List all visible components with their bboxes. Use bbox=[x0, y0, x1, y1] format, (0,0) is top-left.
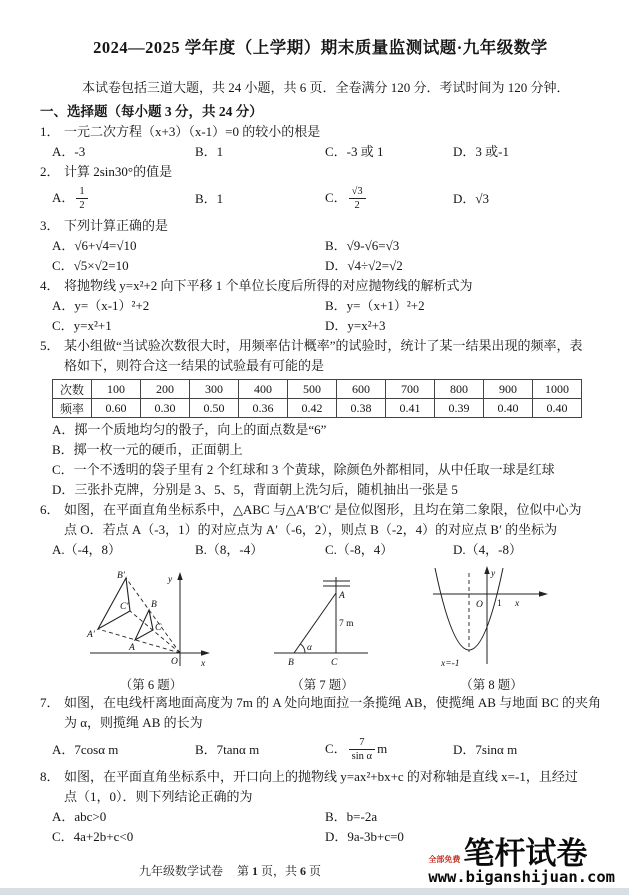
watermark-brand: 笔杆试卷 bbox=[463, 836, 588, 872]
label-c: C bbox=[155, 623, 162, 633]
table-cell: 0.42 bbox=[288, 399, 337, 418]
q6-option-c: C.（-8，4） bbox=[325, 542, 394, 557]
table-cell: 0.36 bbox=[239, 399, 288, 418]
q2-option-c bbox=[325, 186, 453, 212]
question-8-stem-line2: 点（1，0）．则下列结论正确的为 bbox=[64, 789, 253, 804]
figure-q6-caption: （第 6 题） bbox=[119, 678, 183, 692]
label-a-prime: A′ bbox=[87, 630, 95, 640]
table-cell: 0.60 bbox=[92, 399, 141, 418]
pole-wire-figure bbox=[270, 569, 375, 669]
question-5-number: 5． bbox=[40, 338, 60, 353]
question-6-text-line1: 如图，在平面直角坐标系中，△ABC 与△A′B′C′ 是位似图形，且均在第二象限，位似中心为 bbox=[64, 502, 582, 517]
q5-option-b: B．掷一枚一元的硬币，正面朝上 bbox=[52, 442, 243, 457]
frequency-table-row-counts bbox=[53, 380, 582, 399]
table-cell: 0.30 bbox=[141, 399, 190, 418]
figure-q8 bbox=[429, 564, 554, 693]
question-1-options bbox=[52, 142, 601, 162]
exam-intro: 本试卷包括三道大题，共 24 小题，共 6 页．全卷满分 120 分．考试时间为 120 分钟． bbox=[82, 80, 570, 95]
table-cell: 0.41 bbox=[386, 399, 435, 418]
question-5-text-line1: 某小组做“当试验次数很大时，用频率估计概率”的试验时，统计了某一结果出现的频率，表 bbox=[64, 338, 583, 353]
question-4-text: 将抛物线 y=x²+2 向下平移 1 个单位长度后所得的对应抛物线的解析式为 bbox=[64, 278, 473, 293]
table-cell: 700 bbox=[386, 380, 435, 399]
label-b: B bbox=[151, 600, 157, 610]
fraction-numerator: √3 bbox=[351, 185, 363, 197]
label-axis-of-symmetry: x=-1 bbox=[441, 659, 460, 669]
question-2-stem bbox=[40, 162, 601, 182]
question-2-options bbox=[52, 182, 601, 216]
question-2-text: 计算 2sin30°的值是 bbox=[64, 164, 173, 179]
label-a: A bbox=[339, 591, 345, 601]
question-3 bbox=[40, 216, 601, 276]
question-6-stem-line1 bbox=[40, 500, 601, 520]
question-1-text: 一元二次方程（x+3）（x-1）=0 的较小的根是 bbox=[64, 124, 321, 139]
q5-option-a: A．掷一个质地均匀的骰子，向上的面点数是“6” bbox=[52, 422, 327, 437]
label-origin: O bbox=[476, 600, 483, 610]
fraction-denominator: 2 bbox=[349, 198, 366, 212]
q4-option-d: D．y=x²+3 bbox=[325, 318, 386, 333]
q8-option-d: D．9a-3b+c=0 bbox=[325, 829, 404, 844]
question-2 bbox=[40, 162, 601, 216]
fraction bbox=[349, 186, 366, 212]
question-1-number: 1． bbox=[40, 124, 60, 139]
question-4 bbox=[40, 276, 601, 336]
bottom-edge-bar bbox=[0, 888, 629, 895]
q8-option-a: A．abc>0 bbox=[52, 809, 107, 824]
q6-option-a: A.（-4，8） bbox=[52, 542, 121, 557]
q1-option-b: B．1 bbox=[195, 144, 224, 159]
question-3-stem bbox=[40, 216, 601, 236]
footer-page-number: 1 bbox=[252, 864, 258, 878]
q3-option-a: A．√6+√4=√10 bbox=[52, 238, 137, 253]
question-8-text-line1: 如图，在平面直角坐标系中，开口向上的抛物线 y=ax²+bx+c 的对称轴是直线 x=-1，且经过 bbox=[64, 769, 578, 784]
question-6-number: 6． bbox=[40, 502, 60, 517]
similar-triangles-figure bbox=[86, 569, 216, 669]
table-cell: 800 bbox=[435, 380, 484, 399]
label-a: A bbox=[129, 643, 135, 653]
table-cell: 600 bbox=[337, 380, 386, 399]
question-7 bbox=[40, 693, 601, 767]
question-5 bbox=[40, 336, 601, 500]
q7-option-b: B．7tanα m bbox=[195, 742, 260, 757]
q7-option-c-label: C． bbox=[325, 740, 347, 756]
table-cell: 频率 bbox=[53, 399, 92, 418]
question-8-stem-line1 bbox=[40, 767, 601, 787]
label-x-axis: x bbox=[201, 659, 206, 669]
label-y-axis: y bbox=[168, 575, 173, 585]
label-c-prime: C′ bbox=[120, 602, 129, 612]
frequency-table bbox=[52, 379, 582, 418]
footer-page-suf: 页 bbox=[309, 864, 322, 878]
parabola-figure bbox=[429, 564, 554, 669]
footer-doc-name: 九年级数学试卷 bbox=[138, 864, 223, 878]
label-x-axis: x bbox=[515, 599, 520, 609]
question-1 bbox=[40, 122, 601, 162]
q2-option-c-label: C． bbox=[325, 189, 347, 205]
fraction-numerator: 1 bbox=[79, 185, 85, 197]
question-6-stem-line2: 点 O．若点 A（-3，1）的对应点为 A′（-6，2），则点 B（-2，4）的对应点 B′ 的坐标为 bbox=[64, 522, 558, 537]
watermark bbox=[428, 838, 615, 887]
fraction-denominator: sin α bbox=[349, 749, 375, 763]
table-cell: 900 bbox=[484, 380, 533, 399]
q2-option-a bbox=[52, 186, 195, 212]
q2-option-d: D．√3 bbox=[453, 191, 490, 206]
table-cell: 0.39 bbox=[435, 399, 484, 418]
question-7-stem-line1 bbox=[40, 693, 601, 713]
q7-option-c bbox=[325, 737, 453, 763]
fraction-numerator: 7 bbox=[359, 736, 365, 748]
q3-option-c: C．√5×√2=10 bbox=[52, 258, 129, 273]
footer-page-mid: 页，共 bbox=[261, 864, 298, 878]
question-8-options-row1 bbox=[52, 807, 601, 827]
question-4-options-row2 bbox=[52, 316, 601, 336]
q2-option-a-label: A． bbox=[52, 189, 75, 205]
q8-option-c: C．4a+2b+c<0 bbox=[52, 829, 134, 844]
q2-option-b: B．1 bbox=[195, 191, 224, 206]
table-cell: 0.40 bbox=[533, 399, 582, 418]
table-cell: 400 bbox=[239, 380, 288, 399]
question-6 bbox=[40, 500, 601, 560]
footer-page-pre: 第 bbox=[236, 864, 249, 878]
question-4-stem bbox=[40, 276, 601, 296]
figure-q7 bbox=[270, 569, 375, 693]
table-cell: 0.50 bbox=[190, 399, 239, 418]
figure-q8-caption: （第 8 题） bbox=[460, 678, 523, 692]
q1-option-c: C．-3 或 1 bbox=[325, 144, 384, 159]
q4-option-c: C．y=x²+1 bbox=[52, 318, 112, 333]
q5-option-c: C．一个不透明的袋子里有 2 个红球和 3 个黄球，除颜色外都相同，从中任取一球是红球 bbox=[52, 462, 555, 477]
question-7-options bbox=[52, 733, 601, 767]
figures-row bbox=[86, 564, 601, 693]
fraction-denominator: 2 bbox=[76, 198, 87, 212]
table-cell: 0.40 bbox=[484, 399, 533, 418]
q6-option-b: B.（8，-4） bbox=[195, 542, 264, 557]
q4-option-b: B．y=（x+1）²+2 bbox=[325, 298, 425, 313]
table-cell: 500 bbox=[288, 380, 337, 399]
frequency-table-row-frequencies bbox=[53, 399, 582, 418]
question-7-stem-line2: 为 α，则揽绳 AB 的长为 bbox=[64, 715, 203, 730]
question-3-text: 下列计算正确的是 bbox=[64, 218, 169, 233]
question-1-stem bbox=[40, 122, 601, 142]
page-title: 2024—2025 学年度（上学期）期末质量监测试题·九年级数学 bbox=[93, 38, 548, 57]
table-cell: 0.38 bbox=[337, 399, 386, 418]
q1-option-d: D．3 或-1 bbox=[453, 144, 509, 159]
label-height: 7 m bbox=[339, 619, 354, 629]
question-6-options bbox=[52, 540, 601, 560]
q7-option-a: A．7cosα m bbox=[52, 742, 119, 757]
q5-option-d: D．三张扑克牌，分别是 3、5、5，背面朝上洗匀后，随机抽出一张是 5 bbox=[52, 482, 458, 497]
q7-option-c-unit: m bbox=[377, 740, 388, 756]
label-y-axis: y bbox=[491, 569, 496, 579]
label-b-prime: B′ bbox=[117, 571, 125, 581]
figure-q7-caption: （第 7 题） bbox=[291, 678, 354, 692]
label-one: 1 bbox=[497, 599, 502, 609]
question-8-number: 8． bbox=[40, 769, 60, 784]
question-5-stem-line2: 格如下，则符合这一结果的试验最有可能的是 bbox=[64, 358, 325, 373]
fraction bbox=[76, 186, 87, 212]
question-5-stem-line1 bbox=[40, 336, 601, 356]
q6-option-d: D.（4，-8） bbox=[453, 542, 522, 557]
label-alpha: α bbox=[307, 643, 312, 653]
table-cell: 100 bbox=[92, 380, 141, 399]
table-cell: 300 bbox=[190, 380, 239, 399]
watermark-free-badge: 全部免费 bbox=[428, 855, 461, 865]
question-3-options-row2 bbox=[52, 256, 601, 276]
question-7-number: 7． bbox=[40, 695, 60, 710]
q4-option-a: A．y=（x-1）²+2 bbox=[52, 298, 150, 313]
q8-option-b: B．b=-2a bbox=[325, 809, 378, 824]
label-c: C bbox=[331, 658, 338, 668]
question-3-number: 3． bbox=[40, 218, 60, 233]
page-footer bbox=[0, 862, 460, 879]
question-4-options-row1 bbox=[52, 296, 601, 316]
question-3-options-row1 bbox=[52, 236, 601, 256]
q7-option-d: D．7sinα m bbox=[453, 742, 518, 757]
fraction bbox=[349, 737, 375, 763]
watermark-url: www.biganshijuan.com bbox=[428, 868, 615, 887]
label-b: B bbox=[288, 658, 294, 668]
table-cell: 次数 bbox=[53, 380, 92, 399]
label-origin: O bbox=[171, 657, 178, 667]
question-2-number: 2． bbox=[40, 164, 60, 179]
question-7-text-line1: 如图，在电线杆离地面高度为 7m 的 A 处向地面拉一条揽绳 AB，使揽绳 AB 与地面 BC 的夹角 bbox=[64, 695, 601, 710]
table-cell: 1000 bbox=[533, 380, 582, 399]
footer-page-total: 6 bbox=[300, 864, 307, 878]
section-heading: 一、选择题（每小题 3 分，共 24 分） bbox=[40, 104, 263, 119]
q1-option-a: A．-3 bbox=[52, 144, 86, 159]
question-8 bbox=[40, 767, 601, 847]
q3-option-d: D．√4÷√2=√2 bbox=[325, 258, 403, 273]
figure-q6 bbox=[86, 569, 216, 693]
table-cell: 200 bbox=[141, 380, 190, 399]
question-4-number: 4． bbox=[40, 278, 60, 293]
q3-option-b: B．√9-√6=√3 bbox=[325, 238, 400, 253]
